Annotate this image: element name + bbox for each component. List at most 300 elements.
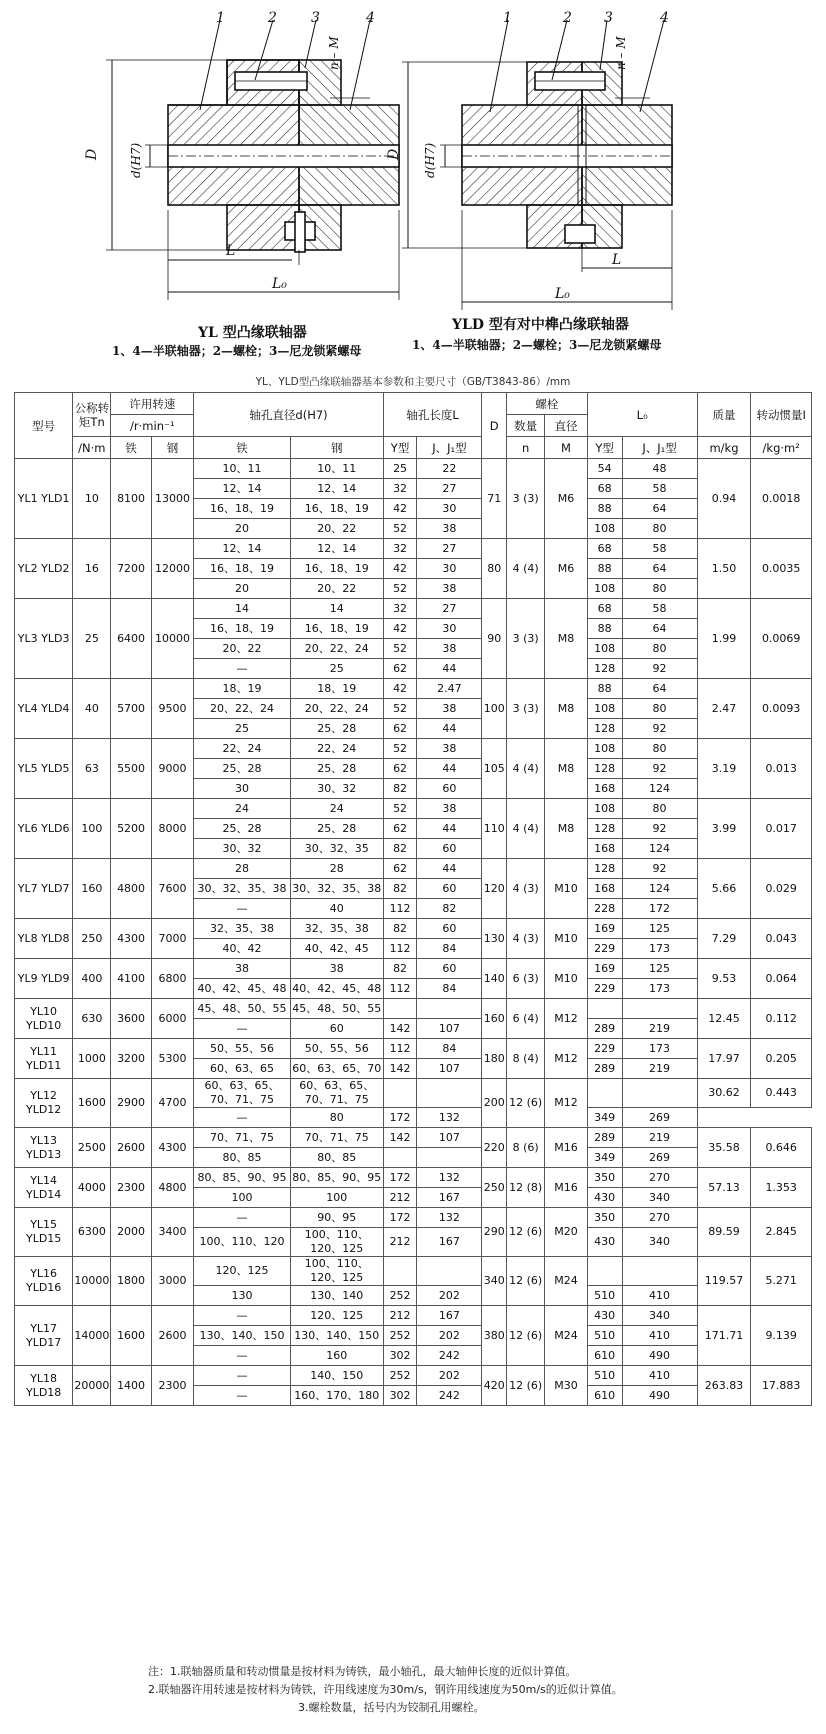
cell-length-j <box>417 1257 482 1286</box>
cell-speed-iron: 2600 <box>111 1128 151 1168</box>
cell-D: 200 <box>482 1079 507 1128</box>
header-mass: 质量 <box>697 393 751 437</box>
cell-L0-y <box>587 1079 622 1108</box>
cell-inertia: 0.017 <box>751 799 812 859</box>
cell-bore-iron: 100 <box>194 1188 290 1208</box>
cell-speed-iron: 8100 <box>111 459 151 539</box>
cell-bore-steel: 16、18、19 <box>290 619 383 639</box>
cell-bolt-M: M8 <box>545 799 588 859</box>
cell-L0-j: 269 <box>622 1148 697 1168</box>
header-bore: 轴孔直径d(H7) <box>194 393 383 437</box>
cell-length-j: 38 <box>417 799 482 819</box>
yl-callout-2: 2 <box>268 10 277 26</box>
cell-length-y: 252 <box>383 1286 417 1306</box>
cell-bore-iron: 18、19 <box>194 679 290 699</box>
cell-torque: 1600 <box>73 1079 111 1128</box>
cell-D: 71 <box>482 459 507 539</box>
cell-bore-iron: — <box>194 659 290 679</box>
cell-torque: 100 <box>73 799 111 859</box>
cell-L0-y: 54 <box>587 459 622 479</box>
cell-inertia: 0.064 <box>751 959 812 999</box>
cell-torque: 25 <box>73 599 111 679</box>
cell-bore-steel: 160 <box>290 1346 383 1366</box>
cell-speed-iron: 1800 <box>111 1257 151 1306</box>
cell-speed-iron: 3200 <box>111 1039 151 1079</box>
cell-bore-iron: 14 <box>194 599 290 619</box>
cell-bore-iron: 130、140、150 <box>194 1326 290 1346</box>
yld-dim-d: d(H7) <box>423 142 437 178</box>
cell-speed-steel: 6000 <box>151 999 194 1039</box>
cell-L0-y: 229 <box>587 939 622 959</box>
cell-length-y: 52 <box>383 639 417 659</box>
cell-length-j: 38 <box>417 639 482 659</box>
cell-length-y: 32 <box>383 479 417 499</box>
cell-mass: 263.83 <box>697 1366 751 1406</box>
cell-length-j: 132 <box>417 1168 482 1188</box>
cell-mass: 3.19 <box>697 739 751 799</box>
cell-length-j: 2.47 <box>417 679 482 699</box>
cell-torque: 630 <box>73 999 111 1039</box>
cell-model: YL11 YLD11 <box>15 1039 73 1079</box>
cell-D: 180 <box>482 1039 507 1079</box>
cell-L0-j: 64 <box>622 499 697 519</box>
yld-callout-4: 4 <box>660 10 669 26</box>
cell-L0-j: 219 <box>622 1059 697 1079</box>
cell-mass: 89.59 <box>697 1208 751 1257</box>
cell-bore-iron: 60、63、65 <box>194 1059 290 1079</box>
cell-bolt-n: 12 (6) <box>507 1079 545 1128</box>
cell-length-y: 82 <box>383 919 417 939</box>
cell-torque: 1000 <box>73 1039 111 1079</box>
cell-bolt-M: M24 <box>545 1306 588 1366</box>
cell-speed-iron: 3600 <box>111 999 151 1039</box>
cell-length-j: 44 <box>417 719 482 739</box>
cell-mass: 7.29 <box>697 919 751 959</box>
cell-bolt-n: 4 (4) <box>507 539 545 599</box>
cell-length-y: 112 <box>383 979 417 999</box>
cell-speed-iron: 2000 <box>111 1208 151 1257</box>
cell-mass: 30.62 <box>697 1079 751 1108</box>
cell-bore-steel: 14 <box>290 599 383 619</box>
cell-D: 130 <box>482 919 507 959</box>
cell-model: YL14 YLD14 <box>15 1168 73 1208</box>
cell-speed-steel: 6800 <box>151 959 194 999</box>
table-row <box>15 799 812 819</box>
cell-L0-j: 124 <box>622 779 697 799</box>
cell-L0-y: 68 <box>587 599 622 619</box>
cell-bore-iron: 30 <box>194 779 290 799</box>
header-length-j: J、J₁型 <box>417 437 482 459</box>
cell-speed-steel: 7000 <box>151 919 194 959</box>
cell-torque: 2500 <box>73 1128 111 1168</box>
cell-L0-y: 350 <box>587 1208 622 1228</box>
cell-length-j: 30 <box>417 499 482 519</box>
cell-bolt-M: M12 <box>545 1039 588 1079</box>
header-bolt: 螺栓 <box>507 393 588 415</box>
cell-length-j: 202 <box>417 1286 482 1306</box>
cell-L0-y: 68 <box>587 539 622 559</box>
cell-L0-y: 289 <box>587 1059 622 1079</box>
cell-inertia: 0.029 <box>751 859 812 919</box>
cell-L0-j: 269 <box>622 1108 697 1128</box>
cell-length-y: 112 <box>383 1039 417 1059</box>
cell-bore-steel: 10、11 <box>290 459 383 479</box>
yld-dim-n: n – M <box>614 36 628 70</box>
cell-speed-steel: 7600 <box>151 859 194 919</box>
cell-length-j: 167 <box>417 1306 482 1326</box>
cell-D: 110 <box>482 799 507 859</box>
cell-length-y: 52 <box>383 739 417 759</box>
cell-bolt-M: M24 <box>545 1257 588 1306</box>
header-torque-unit: /N·m <box>73 437 111 459</box>
cell-bore-iron: — <box>194 1346 290 1366</box>
cell-inertia: 0.205 <box>751 1039 812 1079</box>
cell-L0-y: 108 <box>587 799 622 819</box>
yld-callout-2: 2 <box>563 10 572 26</box>
cell-length-j: 202 <box>417 1366 482 1386</box>
cell-length-j <box>417 1148 482 1168</box>
cell-bore-steel: 24 <box>290 799 383 819</box>
header-L0-y: Y型 <box>587 437 622 459</box>
cell-bore-steel: 16、18、19 <box>290 499 383 519</box>
cell-model: YL10 YLD10 <box>15 999 73 1039</box>
cell-bore-steel: 30、32、35 <box>290 839 383 859</box>
cell-bore-steel: 50、55、56 <box>290 1039 383 1059</box>
cell-bore-iron: 10、11 <box>194 459 290 479</box>
drawings-area <box>0 0 826 358</box>
cell-bore-steel: 45、48、50、55 <box>290 999 383 1019</box>
table-row <box>15 599 812 619</box>
cell-bore-steel: 22、24 <box>290 739 383 759</box>
cell-D: 340 <box>482 1257 507 1306</box>
cell-speed-iron: 4300 <box>111 919 151 959</box>
yl-dim-L0: L₀ <box>272 276 287 292</box>
header-speed-iron: 铁 <box>111 437 151 459</box>
cell-speed-iron: 5500 <box>111 739 151 799</box>
header-inertia-unit: /kg·m² <box>751 437 812 459</box>
cell-speed-steel: 12000 <box>151 539 194 599</box>
cell-bore-steel: 100 <box>290 1188 383 1208</box>
cell-bore-iron: — <box>194 1366 290 1386</box>
cell-L0-y: 128 <box>587 659 622 679</box>
cell-bolt-M: M12 <box>545 1079 588 1128</box>
cell-L0-j: 80 <box>622 699 697 719</box>
note-3: 3.螺栓数量，括号内为铰制孔用螺栓。 <box>298 1701 485 1714</box>
cell-L0-j: 92 <box>622 719 697 739</box>
header-speed-steel: 钢 <box>151 437 194 459</box>
table-row <box>15 1128 812 1148</box>
cell-bolt-M: M10 <box>545 859 588 919</box>
cell-bolt-n: 12 (6) <box>507 1257 545 1306</box>
coupling-drawings <box>0 0 826 355</box>
cell-mass: 3.99 <box>697 799 751 859</box>
cell-bolt-M: M30 <box>545 1366 588 1406</box>
cell-length-y: 52 <box>383 799 417 819</box>
table-row <box>15 1306 812 1326</box>
cell-bore-iron: 50、55、56 <box>194 1039 290 1059</box>
cell-L0-j: 490 <box>622 1346 697 1366</box>
cell-L0-y: 108 <box>587 739 622 759</box>
cell-length-j: 38 <box>417 739 482 759</box>
header-bolt-n: n <box>507 437 545 459</box>
cell-bore-steel: 60 <box>290 1019 383 1039</box>
cell-L0-j: 125 <box>622 959 697 979</box>
cell-length-j: 82 <box>417 899 482 919</box>
cell-L0-y: 88 <box>587 679 622 699</box>
cell-model: YL9 YLD9 <box>15 959 73 999</box>
cell-length-j: 202 <box>417 1326 482 1346</box>
cell-L0-j: 410 <box>622 1326 697 1346</box>
cell-mass: 9.53 <box>697 959 751 999</box>
cell-torque: 63 <box>73 739 111 799</box>
yl-parts-legend: 1、4—半联轴器；2—螺栓；3—尼龙锁紧螺母 <box>112 344 362 358</box>
cell-D: 80 <box>482 539 507 599</box>
cell-torque: 250 <box>73 919 111 959</box>
cell-bore-steel: 20、22、24 <box>290 699 383 719</box>
note-1: 注：1.联轴器质量和转动惯量是按材料为铸铁，最小轴孔，最大轴伸长度的近似计算值。 <box>148 1665 577 1678</box>
cell-bore-steel: 20、22 <box>290 519 383 539</box>
cell-length-j: 44 <box>417 659 482 679</box>
cell-bolt-M: M10 <box>545 919 588 959</box>
cell-bolt-n: 6 (3) <box>507 959 545 999</box>
cell-L0-j <box>622 1257 697 1286</box>
cell-L0-y: 289 <box>587 1019 622 1039</box>
cell-mass: 17.97 <box>697 1039 751 1079</box>
cell-length-j: 132 <box>417 1208 482 1228</box>
cell-L0-y: 510 <box>587 1286 622 1306</box>
cell-L0-y: 128 <box>587 859 622 879</box>
cell-bolt-M: M6 <box>545 539 588 599</box>
cell-speed-iron: 2900 <box>111 1079 151 1128</box>
cell-L0-j: 124 <box>622 879 697 899</box>
cell-torque: 10000 <box>73 1257 111 1306</box>
cell-bore-steel: 12、14 <box>290 539 383 559</box>
header-inertia: 转动惯量I <box>751 393 812 437</box>
cell-L0-y: 168 <box>587 839 622 859</box>
cell-bore-steel: 25、28 <box>290 759 383 779</box>
cell-bore-iron: — <box>194 1108 290 1128</box>
cell-length-j: 242 <box>417 1346 482 1366</box>
cell-length-y: 25 <box>383 459 417 479</box>
header-bolt-count: 数量 <box>507 415 545 437</box>
cell-length-j: 107 <box>417 1059 482 1079</box>
cell-model: YL2 YLD2 <box>15 539 73 599</box>
cell-length-j: 27 <box>417 539 482 559</box>
yld-callout-1: 1 <box>503 10 512 26</box>
cell-bore-steel: 70、71、75 <box>290 1128 383 1148</box>
cell-L0-y: 229 <box>587 979 622 999</box>
cell-D: 105 <box>482 739 507 799</box>
cell-L0-y: 168 <box>587 879 622 899</box>
cell-speed-steel: 3000 <box>151 1257 194 1306</box>
cell-bore-iron: 24 <box>194 799 290 819</box>
cell-bolt-n: 6 (4) <box>507 999 545 1039</box>
cell-speed-steel: 5300 <box>151 1039 194 1079</box>
cell-torque: 6300 <box>73 1208 111 1257</box>
cell-bolt-M: M16 <box>545 1128 588 1168</box>
cell-speed-iron: 4800 <box>111 859 151 919</box>
cell-L0-j: 58 <box>622 479 697 499</box>
cell-length-j: 27 <box>417 479 482 499</box>
cell-mass: 2.47 <box>697 679 751 739</box>
cell-length-j: 60 <box>417 839 482 859</box>
cell-L0-j: 340 <box>622 1188 697 1208</box>
cell-bore-steel: 20、22、24 <box>290 639 383 659</box>
cell-model: YL3 YLD3 <box>15 599 73 679</box>
cell-D: 290 <box>482 1208 507 1257</box>
cell-bolt-M: M16 <box>545 1168 588 1208</box>
cell-L0-j: 172 <box>622 899 697 919</box>
cell-bore-iron: 20、22、24 <box>194 699 290 719</box>
cell-bolt-n: 3 (3) <box>507 599 545 679</box>
yl-dim-L: L <box>226 243 236 259</box>
cell-length-y: 212 <box>383 1306 417 1326</box>
cell-D: 100 <box>482 679 507 739</box>
cell-length-y: 142 <box>383 1059 417 1079</box>
cell-inertia: 17.883 <box>751 1366 812 1406</box>
cell-bore-steel: 100、110、120、125 <box>290 1228 383 1257</box>
cell-L0-j: 410 <box>622 1286 697 1306</box>
cell-bore-steel: 90、95 <box>290 1208 383 1228</box>
cell-speed-steel: 4700 <box>151 1079 194 1128</box>
cell-bolt-M: M8 <box>545 739 588 799</box>
cell-L0-j: 270 <box>622 1168 697 1188</box>
cell-bore-iron: — <box>194 1386 290 1406</box>
header-speed-unit: /r·min⁻¹ <box>111 415 194 437</box>
cell-L0-j: 80 <box>622 739 697 759</box>
cell-torque: 4000 <box>73 1168 111 1208</box>
cell-length-y: 172 <box>383 1168 417 1188</box>
table-row <box>15 959 812 979</box>
yl-diagram-title: YL 型凸缘联轴器 <box>198 325 307 341</box>
cell-L0-y: 229 <box>587 1039 622 1059</box>
cell-length-y: 52 <box>383 579 417 599</box>
cell-speed-steel: 13000 <box>151 459 194 539</box>
cell-speed-iron: 1400 <box>111 1366 151 1406</box>
cell-L0-y: 128 <box>587 819 622 839</box>
cell-length-j: 38 <box>417 699 482 719</box>
cell-length-j: 60 <box>417 959 482 979</box>
cell-bolt-n: 8 (4) <box>507 1039 545 1079</box>
yld-diagram-title: YLD 型有对中榫凸缘联轴器 <box>452 317 629 333</box>
cell-L0-j: 173 <box>622 939 697 959</box>
cell-L0-j: 340 <box>622 1306 697 1326</box>
cell-D: 160 <box>482 999 507 1039</box>
cell-length-y: 62 <box>383 819 417 839</box>
cell-L0-j: 64 <box>622 559 697 579</box>
cell-L0-y: 128 <box>587 759 622 779</box>
header-bore-iron: 铁 <box>194 437 290 459</box>
cell-length-j: 44 <box>417 819 482 839</box>
cell-D: 420 <box>482 1366 507 1406</box>
cell-length-y: 62 <box>383 719 417 739</box>
cell-length-y: 252 <box>383 1366 417 1386</box>
cell-bore-iron: 28 <box>194 859 290 879</box>
cell-L0-y: 610 <box>587 1386 622 1406</box>
cell-torque: 10 <box>73 459 111 539</box>
cell-bore-steel: 160、170、180 <box>290 1386 383 1406</box>
cell-length-y: 42 <box>383 619 417 639</box>
cell-length-y: 82 <box>383 839 417 859</box>
cell-inertia: 2.845 <box>751 1208 812 1257</box>
cell-length-j: 60 <box>417 879 482 899</box>
cell-length-j: 38 <box>417 579 482 599</box>
cell-bore-iron: 16、18、19 <box>194 499 290 519</box>
cell-length-y: 32 <box>383 599 417 619</box>
cell-bore-iron: 60、63、65、70、71、75 <box>194 1079 290 1108</box>
cell-L0-y: 68 <box>587 479 622 499</box>
cell-bore-iron: 25、28 <box>194 819 290 839</box>
cell-speed-steel: 4800 <box>151 1168 194 1208</box>
cell-bolt-M: M8 <box>545 599 588 679</box>
cell-length-y: 32 <box>383 539 417 559</box>
cell-bolt-M: M10 <box>545 959 588 999</box>
cell-mass: 1.99 <box>697 599 751 679</box>
cell-bore-steel: 28 <box>290 859 383 879</box>
cell-bolt-n: 4 (4) <box>507 739 545 799</box>
cell-speed-steel: 9500 <box>151 679 194 739</box>
cell-bore-iron: 38 <box>194 959 290 979</box>
cell-bore-iron: 30、32 <box>194 839 290 859</box>
cell-L0-y: 510 <box>587 1366 622 1386</box>
cell-length-j: 60 <box>417 919 482 939</box>
cell-bore-steel: 100、110、120、125 <box>290 1257 383 1286</box>
cell-L0-y: 88 <box>587 499 622 519</box>
cell-L0-j: 64 <box>622 619 697 639</box>
cell-bore-steel: 140、150 <box>290 1366 383 1386</box>
table-row <box>15 1208 812 1228</box>
cell-speed-steel: 9000 <box>151 739 194 799</box>
cell-L0-j: 92 <box>622 859 697 879</box>
cell-mass: 12.45 <box>697 999 751 1039</box>
cell-L0-y: 108 <box>587 639 622 659</box>
cell-L0-j: 80 <box>622 579 697 599</box>
cell-length-j: 84 <box>417 979 482 999</box>
cell-length-y <box>383 1148 417 1168</box>
cell-L0-y: 349 <box>587 1108 622 1128</box>
cell-L0-y <box>587 1257 622 1286</box>
cell-length-y: 82 <box>383 959 417 979</box>
cell-L0-j: 219 <box>622 1128 697 1148</box>
cell-inertia: 0.112 <box>751 999 812 1039</box>
yl-dim-d: d(H7) <box>129 142 143 178</box>
cell-model: YL15 YLD15 <box>15 1208 73 1257</box>
cell-model: YL6 YLD6 <box>15 799 73 859</box>
cell-length-y: 212 <box>383 1188 417 1208</box>
cell-D: 220 <box>482 1128 507 1168</box>
cell-speed-iron: 5700 <box>111 679 151 739</box>
cell-bore-iron: 20 <box>194 519 290 539</box>
cell-bolt-n: 12 (6) <box>507 1366 545 1406</box>
cell-bore-steel: 30、32 <box>290 779 383 799</box>
cell-length-y: 212 <box>383 1228 417 1257</box>
cell-speed-steel: 8000 <box>151 799 194 859</box>
cell-bore-iron: 20、22 <box>194 639 290 659</box>
cell-bore-iron: 20 <box>194 579 290 599</box>
cell-torque: 160 <box>73 859 111 919</box>
yl-callout-1: 1 <box>216 10 225 26</box>
cell-D: 250 <box>482 1168 507 1208</box>
table-row <box>15 919 812 939</box>
table-row <box>15 679 812 699</box>
cell-bolt-M: M6 <box>545 459 588 539</box>
cell-L0-y: 169 <box>587 919 622 939</box>
cell-bore-steel: 60、63、65、70 <box>290 1059 383 1079</box>
table-row <box>15 459 812 479</box>
cell-length-j: 44 <box>417 859 482 879</box>
cell-inertia: 0.0035 <box>751 539 812 599</box>
cell-inertia: 0.0093 <box>751 679 812 739</box>
